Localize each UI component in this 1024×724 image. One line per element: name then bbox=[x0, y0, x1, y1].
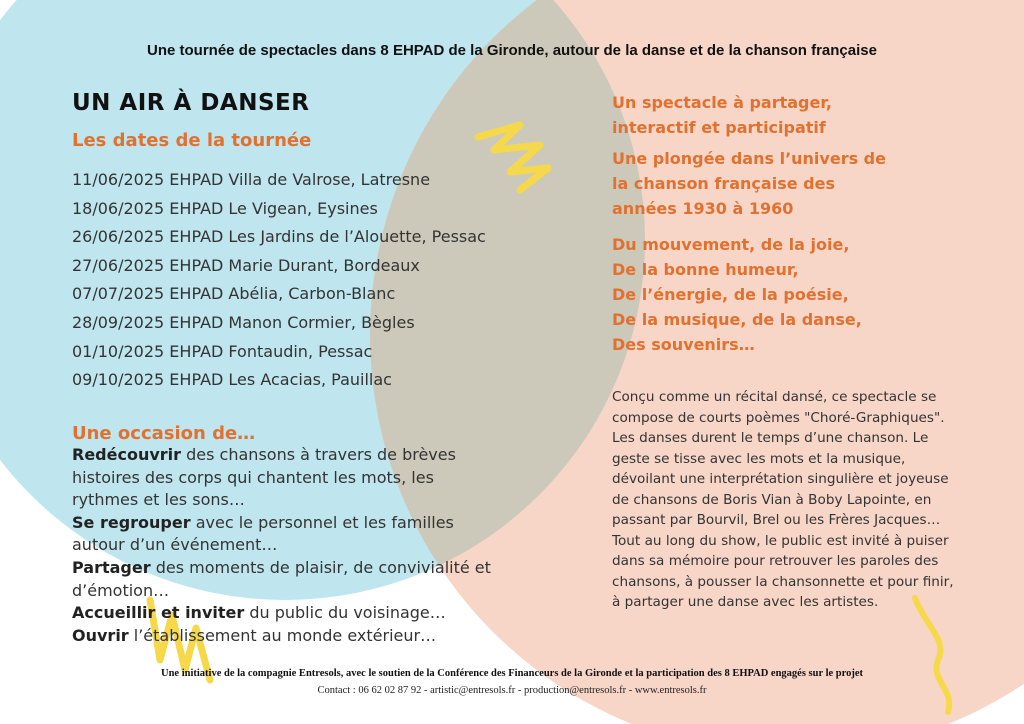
date-item: 09/10/2025 EHPAD Les Acacias, Pauillac bbox=[72, 370, 392, 390]
show-description: Conçu comme un récital dansé, ce spectacle se compose de courts poèmes "Choré-Graphiques". Les danses durent le temps d’une chanson. Le geste se tisse avec les mots et la musique, dévoilant une interprétation singulière et joyeuse de chansons de Boris Vian à Boby Lapointe, en passant par Bourvil, Brel ou les Frères Jacques… Tout au long du show, le public est invité à puiser dans sa mémoire pour retrouver les paroles des chansons, à pousser la chansonnette et pour finir, à partager une danse avec les artistes. bbox=[612, 389, 954, 610]
occasion-item-text: du public du voisinage… bbox=[244, 603, 446, 623]
right-line: années 1930 à 1960 bbox=[612, 199, 794, 218]
date-item: 01/10/2025 EHPAD Fontaudin, Pessac bbox=[72, 341, 373, 361]
right-line: Des souvenirs… bbox=[612, 335, 755, 354]
right-line: Une plongée dans l’univers de bbox=[612, 149, 886, 168]
footer-initiative: Une initiative de la compagnie Entresols, avec le soutien de la Conférence des Financeurs de la Gironde et la participation des 8 EHPAD engagés sur le projet bbox=[160, 668, 863, 679]
date-item: 11/06/2025 EHPAD Villa de Valrose, Latresne bbox=[72, 170, 431, 189]
dates-list bbox=[72, 166, 486, 395]
header-banner: Une tournée de spectacles dans 8 EHPAD de la Gironde, autour de la danse et de la chanson française bbox=[147, 42, 877, 59]
occasion-heading: Une occasion de… bbox=[72, 423, 256, 444]
occasion-item-bold: Partager bbox=[72, 557, 151, 577]
occasion-item bbox=[72, 602, 492, 625]
occasion-item-text: des chansons à travers de brèves histoires des corps qui chantent les mots, les rythmes et les sons… bbox=[72, 445, 456, 510]
right-line: la chanson française des bbox=[612, 174, 835, 193]
occasion-item bbox=[72, 444, 492, 512]
occasion-item-text: des moments de plaisir, de convivialité et d’émotion… bbox=[72, 557, 491, 600]
right-block-interactive bbox=[612, 90, 972, 140]
occasion-item-text: avec le personnel et les familles autour d’un événement… bbox=[72, 512, 454, 555]
date-item: 28/09/2025 EHPAD Manon Cormier, Bègles bbox=[72, 312, 415, 332]
occasion-item bbox=[72, 557, 492, 602]
right-line: De la musique, de la danse, bbox=[612, 310, 862, 329]
right-line: Un spectacle à partager, bbox=[612, 93, 832, 112]
right-line: De la bonne humeur, bbox=[612, 260, 799, 279]
occasion-item-bold: Accueillir et inviter bbox=[72, 603, 245, 623]
right-line: interactif et participatif bbox=[612, 118, 826, 137]
occasion-item bbox=[72, 512, 492, 557]
right-line: De l’énergie, de la poésie, bbox=[612, 285, 849, 304]
date-item: 18/06/2025 EHPAD Le Vigean, Eysines bbox=[72, 198, 378, 218]
right-block-mouvement bbox=[612, 232, 972, 357]
date-item: 27/06/2025 EHPAD Marie Durant, Bordeaux bbox=[72, 255, 420, 275]
occasion-item-bold: Redécouvrir bbox=[72, 445, 182, 464]
occasion-item-text: l’établissement au monde extérieur… bbox=[128, 625, 437, 645]
footer-contact: Contact : 06 62 02 87 92 - artistic@entresols.fr - production@entresols.fr - www.entresols.fr bbox=[317, 685, 707, 696]
occasion-item bbox=[72, 625, 492, 648]
occasion-list bbox=[72, 444, 492, 647]
page-title: UN AIR À DANSER bbox=[72, 90, 310, 116]
dates-heading: Les dates de la tournée bbox=[72, 130, 312, 151]
occasion-item-bold: Ouvrir bbox=[72, 625, 129, 645]
date-item: 26/06/2025 EHPAD Les Jardins de l’Alouette, Pessac bbox=[72, 227, 486, 247]
occasion-item-bold: Se regrouper bbox=[72, 512, 191, 532]
right-line: Du mouvement, de la joie, bbox=[612, 235, 850, 254]
right-block-chanson bbox=[612, 146, 972, 221]
date-item: 07/07/2025 EHPAD Abélia, Carbon-Blanc bbox=[72, 284, 396, 304]
